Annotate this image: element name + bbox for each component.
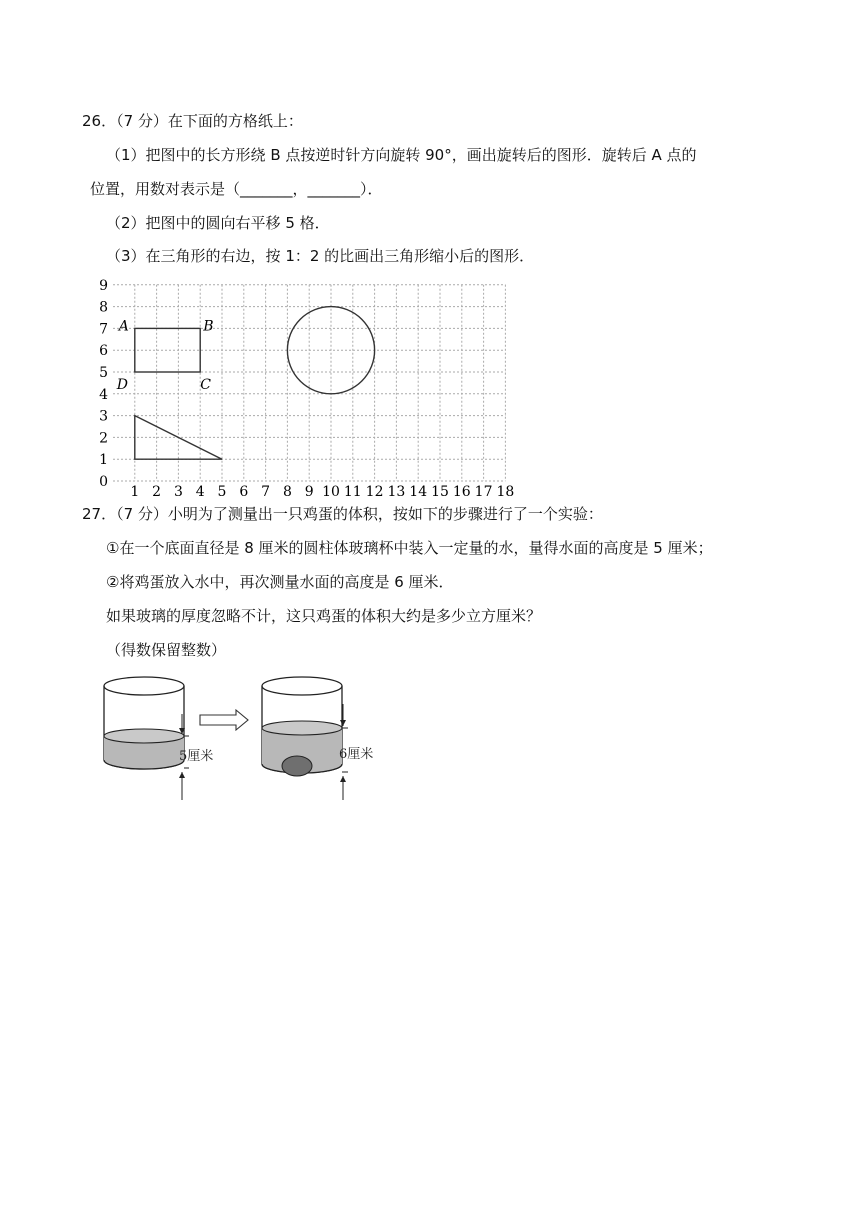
- y-tick-label: 0: [99, 474, 108, 490]
- grid-lines: [113, 285, 505, 481]
- label-5cm: 5厘米: [179, 749, 214, 764]
- q27-step2: ②将鸡蛋放入水中，再次测量水面的高度是 6 厘米．: [106, 573, 454, 591]
- q26-header: 26．（7 分）在下面的方格纸上：: [82, 112, 303, 130]
- x-tick-label: 14: [409, 484, 428, 496]
- q26-part2: （2）把图中的圆向右平移 5 格．: [106, 214, 330, 232]
- y-tick-label: 2: [99, 430, 108, 447]
- q26-part3: （3）在三角形的右边，按 1：2 的比画出三角形缩小后的图形．: [106, 247, 535, 265]
- x-tick-label: 11: [343, 484, 362, 496]
- x-tick-label: 2: [152, 484, 162, 496]
- y-tick-label: 4: [99, 386, 108, 403]
- x-tick-label: 3: [173, 484, 183, 496]
- x-tick-label: 13: [387, 484, 406, 496]
- x-tick-label: 4: [195, 484, 205, 496]
- y-tick-label: 6: [99, 343, 108, 360]
- y-tick-label: 8: [99, 299, 108, 316]
- x-tick-label: 7: [261, 484, 271, 496]
- y-tick-label: 9: [99, 277, 108, 294]
- x-tick-label: 6: [239, 484, 249, 496]
- y-tick-label: 7: [99, 321, 108, 338]
- y-tick-label: 1: [99, 452, 108, 469]
- q27-note: （得数保留整数）: [106, 641, 227, 659]
- x-tick-label: 5: [217, 484, 227, 496]
- x-tick-label: 9: [304, 484, 314, 496]
- point-label-d: D: [116, 377, 129, 393]
- x-tick-label: 18: [496, 484, 515, 496]
- beaker-after: [262, 677, 373, 800]
- q27-question: 如果玻璃的厚度忽略不计，这只鸡蛋的体积大约是多少立方厘米？: [106, 607, 542, 625]
- right-arrow-icon: [200, 710, 248, 730]
- q26-part1-line2: 位置，用数对表示是（_______，_______）．: [90, 180, 383, 198]
- q26-part1-line1: （1）把图中的长方形绕 B 点按逆时针方向旋转 90°，画出旋转后的图形．旋转后 A 点的: [106, 146, 697, 164]
- y-tick-label: 3: [99, 408, 108, 425]
- x-tick-label: 12: [365, 484, 384, 496]
- x-tick-label: 10: [322, 484, 340, 496]
- y-tick-label: 5: [99, 365, 108, 381]
- q27-step1: ①在一个底面直径是 8 厘米的圆柱体玻璃杯中装入一定量的水，量得水面的高度是 5 厘米；: [106, 539, 713, 557]
- x-tick-label: 15: [431, 484, 449, 496]
- beaker-before: [104, 677, 213, 800]
- point-label-b: B: [203, 318, 214, 335]
- x-tick-label: 16: [452, 484, 471, 496]
- point-label-c: C: [200, 377, 211, 393]
- q27-header: 27．（7 分）小明为了测量出一只鸡蛋的体积，按如下的步骤进行了一个实验：: [82, 505, 603, 523]
- label-6cm: 6厘米: [339, 747, 374, 762]
- coordinate-grid-figure: [96, 272, 516, 496]
- x-tick-label: 1: [130, 484, 140, 496]
- x-tick-label: 8: [282, 484, 292, 496]
- point-label-a: A: [118, 318, 129, 335]
- x-tick-label: 17: [474, 484, 493, 496]
- beaker-experiment-figure: [96, 668, 381, 800]
- egg-icon: [282, 756, 312, 776]
